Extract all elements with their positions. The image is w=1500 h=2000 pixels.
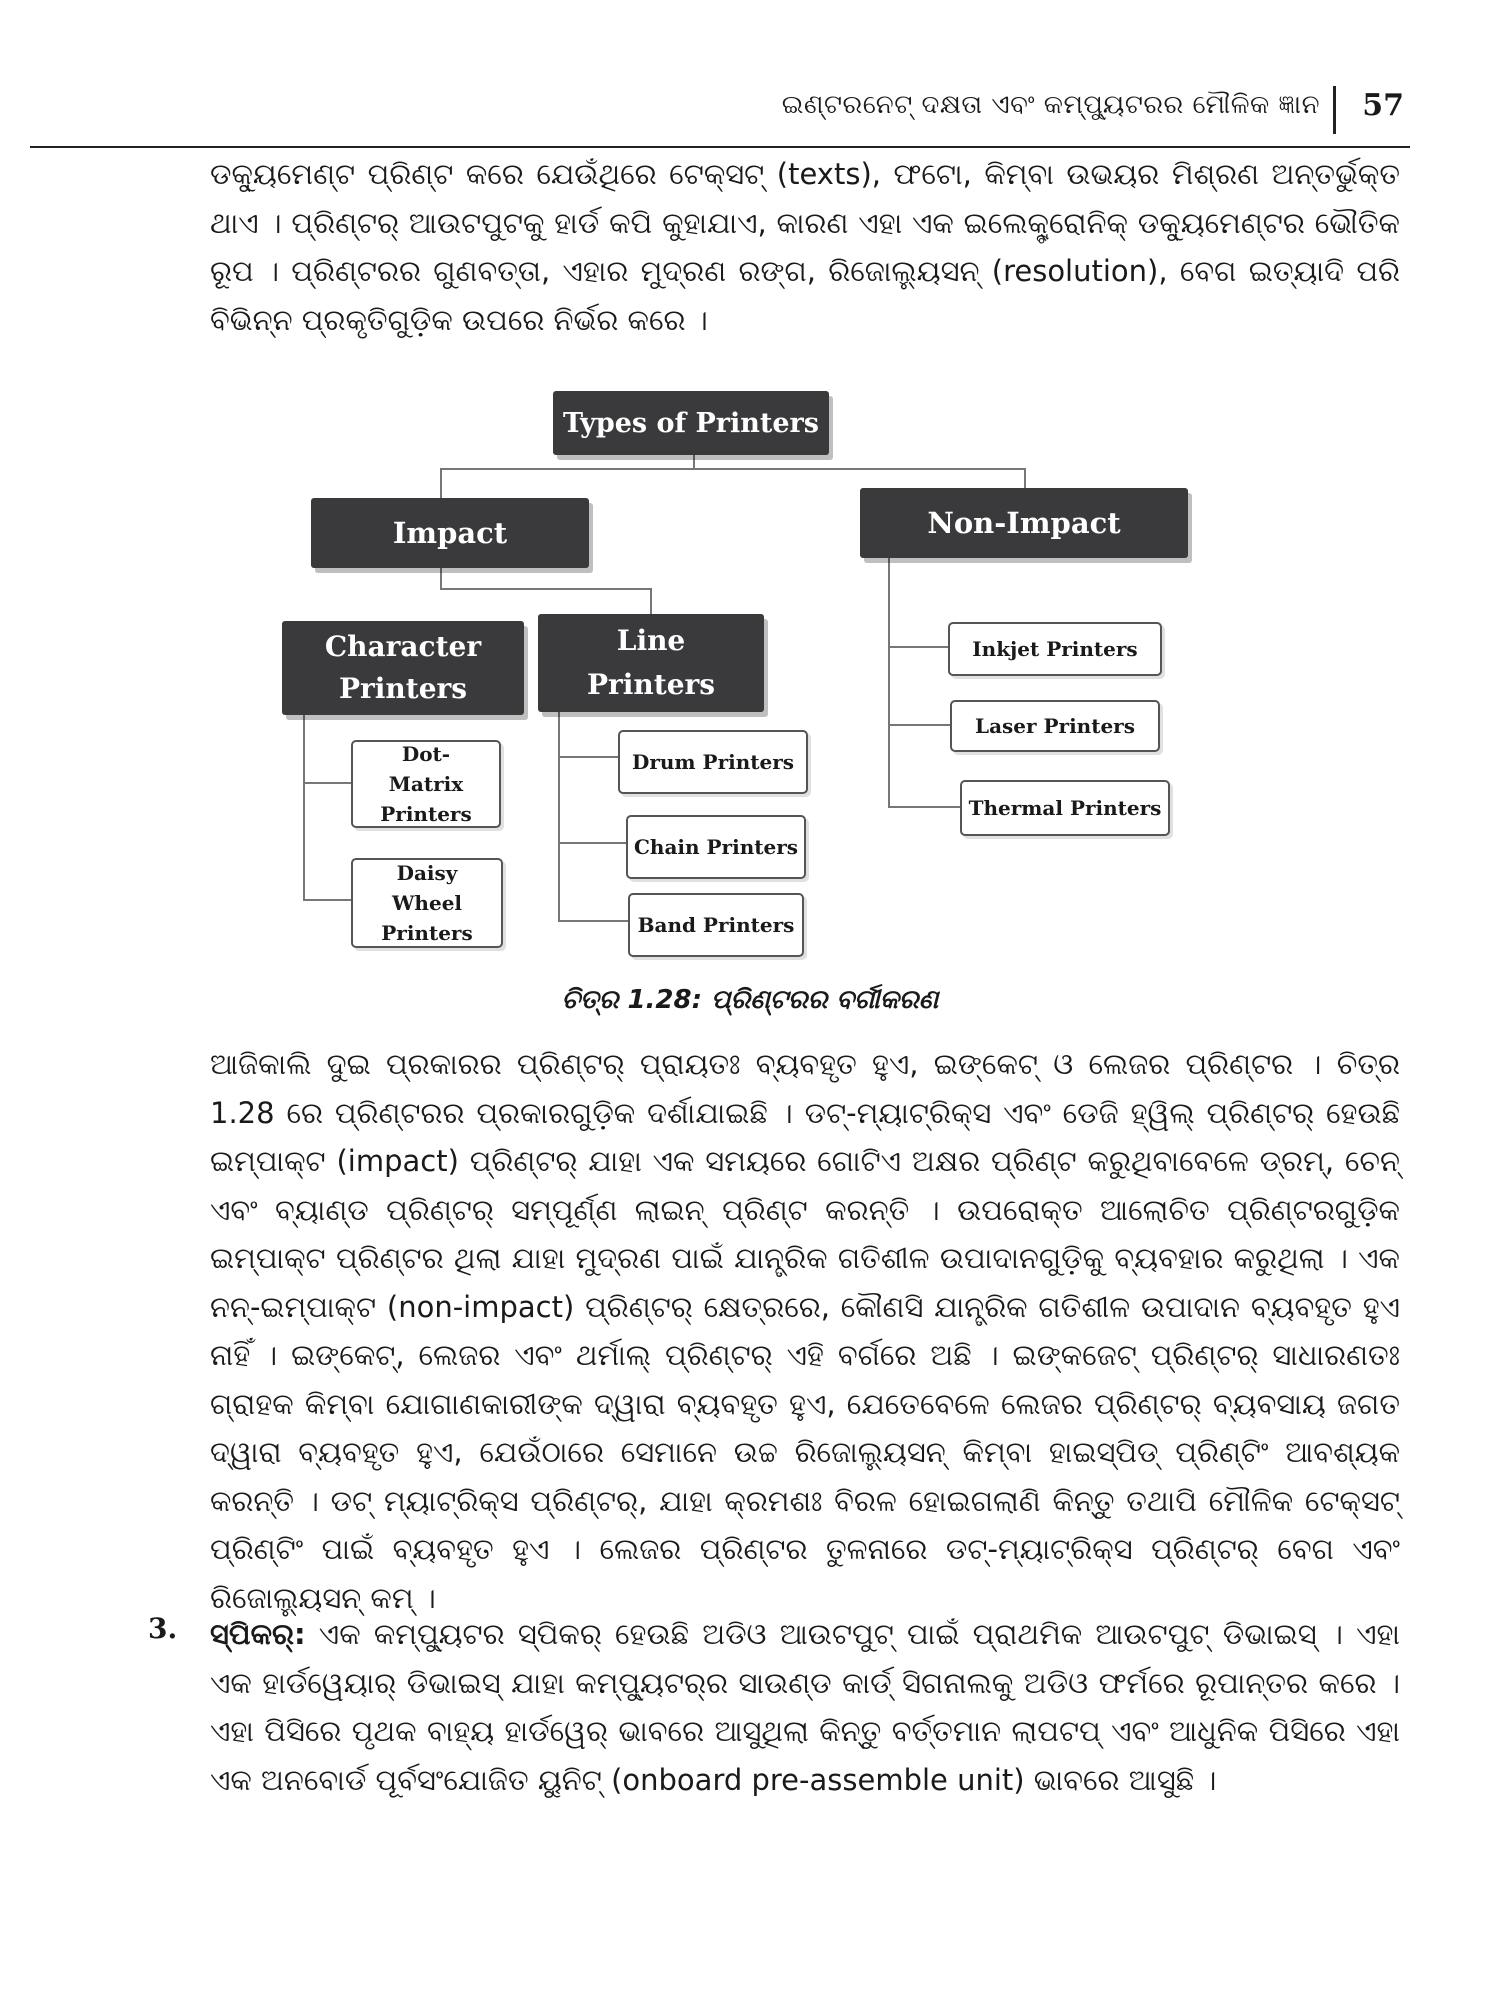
band-printers-box: Band Printers xyxy=(628,893,804,957)
connector-line-up xyxy=(650,588,652,614)
laser-printers-box: Laser Printers xyxy=(950,700,1160,752)
connector-impact-down xyxy=(440,568,442,590)
thermal-printers-box: Thermal Printers xyxy=(960,780,1170,836)
connector-nonimpact-trunk xyxy=(888,558,890,808)
daisy-wheel-box: Daisy Wheel Printers xyxy=(351,858,503,948)
speaker-text: ଏକ କମ୍ପ୍ୟୁଟର ସ୍ପିକର୍ ହେଉଛି ଅଡିଓ ଆଉଟପୁଟ୍ ପାଇଁ ପ୍ରାଥମିକ ଆଉଟପୁଟ୍ ଡିଭାଇସ୍ । ଏହା ଏକ ହାର୍ଡୱେୟାର୍ ଡିଭାଇସ୍ ଯାହା କମ୍ପ୍ୟୁଟର୍‌ର ସାଉଣ୍ଡ କାର୍ଡ୍ ସିଗନାଲକୁ ଅଡିଓ ଫର୍ମରେ ରୂପାନ୍ତର କରେ । ଏହା ପିସିରେ ପୃଥକ ବାହ୍ୟ ହାର୍ଡୱେର୍ ଭାବରେ ଆସୁଥିଲା କିନ୍ତୁ ବର୍ତ୍ତମାନ ଲାପଟପ୍ ଏବଂ ଆଧୁନିକ ପିସିରେ ଏହା ଏକ ଅନବୋର୍ଡ ପୂର୍ବସଂଯୋଜିତ ୟୁନିଟ୍ (onboard pre-assemble unit) ଭାବରେ ଆସୁଛି । xyxy=(210,1617,1400,1797)
header-separator xyxy=(1333,86,1336,134)
connector-impact-up xyxy=(440,468,442,498)
speaker-lead: ସ୍ପିକର୍: xyxy=(210,1617,306,1651)
paragraph-printer-types: ଆଜିକାଲି ଦୁଇ ପ୍ରକାରର ପ୍ରିଣ୍ଟର୍ ପ୍ରାୟତଃ ବ୍ୟବହୃତ ହୁଏ, ଇଙ୍କେଟ୍ ଓ ଲେଜର ପ୍ରିଣ୍ଟର । ଚିତ୍ର 1.28 ରେ ପ୍ରିଣ୍ଟରର ପ୍ରକାରଗୁଡ଼ିକ ଦର୍ଶାଯାଇଛି । ଡଟ୍-ମ୍ୟାଟ୍ରିକ୍ସ ଏବଂ ଡେଜି ହ୍ୱିଲ୍ ପ୍ରିଣ୍ଟର୍ ହେଉଛି ଇମ୍ପାକ୍ଟ (impact) ପ୍ରିଣ୍ଟର୍ ଯାହା ଏକ ସମୟରେ ଗୋଟିଏ ଅକ୍ଷର ପ୍ରିଣ୍ଟ କରୁଥିବାବେଳେ ଡ୍ରମ୍, ଚେନ୍ ଏବଂ ବ୍ୟାଣ୍ଡ ପ୍ରିଣ୍ଟର୍ ସମ୍ପୂର୍ଣ୍ଣ ଲାଇନ୍ ପ୍ରିଣ୍ଟ କରନ୍ତି । ଉପରୋକ୍ତ ଆଲୋଚିତ ପ୍ରିଣ୍ଟରଗୁଡ଼ିକ ଇମ୍ପାକ୍ଟ ପ୍ରିଣ୍ଟର ଥିଲା ଯାହା ମୁଦ୍ରଣ ପାଇଁ ଯାନ୍ତ୍ରିକ ଗତିଶୀଳ ଉପାଦାନଗୁଡ଼ିକୁ ବ୍ୟବହାର କରୁଥିଲା । ଏକ ନନ୍-ଇମ୍ପାକ୍ଟ (non-impact) ପ୍ରିଣ୍ଟର୍ କ୍ଷେତ୍ରରେ, କୌଣସି ଯାନ୍ତ୍ରିକ ଗତିଶୀଳ ଉପାଦାନ ବ୍ୟବହୃତ ହୁଏ ନାହିଁ । ଇଙ୍କେଟ୍, ଲେଜର ଏବଂ ଥର୍ମାଲ୍ ପ୍ରିଣ୍ଟର୍ ଏହି ବର୍ଗରେ ଅଛି । ଇଙ୍କଜେଟ୍ ପ୍ରିଣ୍ଟର୍ ସାଧାରଣତଃ ଗ୍ରାହକ କିମ୍ବା ଯୋଗାଣକାରୀଙ୍କ ଦ୍ୱାରା ବ୍ୟବହୃତ ହୁଏ, ଯେତେବେଳେ ଲେଜର ପ୍ରିଣ୍ଟର୍ ବ୍ୟବସାୟ ଜଗତ ଦ୍ୱାରା ବ୍ୟବହୃତ ହୁଏ, ଯେଉଁଠାରେ ସେମାନେ ଉଚ୍ଚ ରିଜୋଲ୍ୟୁସନ୍ କିମ୍ବା ହାଇସ୍ପିଡ୍ ପ୍ରିଣ୍ଟିଂ ଆବଶ୍ୟକ କରନ୍ତି । ଡଟ୍ ମ୍ୟାଟ୍ରିକ୍ସ ପ୍ରିଣ୍ଟର୍, ଯାହା କ୍ରମଶଃ ବିରଳ ହୋଇଗଲାଣି କିନ୍ତୁ ତଥାପି ମୌଳିକ ଟେକ୍ସଟ୍ ପ୍ରିଣ୍ଟିଂ ପାଇଁ ବ୍ୟବହୃତ ହୁଏ । ଲେଜର ପ୍ରିଣ୍ଟର ତୁଳନାରେ ଡଟ୍-ମ୍ୟାଟ୍ରିକ୍ସ ପ୍ରିଣ୍ଟର୍ ବେଗ ଏବଂ ରିଜୋଲ୍ୟୁସନ୍ କମ୍ । xyxy=(210,1047,1400,1615)
connector-nonimpact-up xyxy=(1024,468,1026,490)
header-title: ଇଣ୍ଟରନେଟ୍ ଦକ୍ଷତା ଏବଂ କମ୍ପ୍ୟୁଟରର ମୌଳିକ ଜ୍ଞାନ xyxy=(781,90,1320,120)
connector-laser xyxy=(888,724,950,726)
connector-line-trunk xyxy=(558,712,560,922)
connector-inkjet xyxy=(888,646,948,648)
connector-root-horizontal xyxy=(440,468,1026,470)
dot-matrix-box: Dot-Matrix Printers xyxy=(351,740,501,828)
connector-root-down xyxy=(693,455,695,469)
connector-chain xyxy=(558,842,626,844)
line-printers-box: Line Printers xyxy=(538,614,764,712)
figure-caption: ଚିତ୍ର 1.28: ପ୍ରିଣ୍ଟରର ବର୍ଗୀକରଣ xyxy=(561,985,939,1015)
connector-character-trunk xyxy=(303,715,305,901)
page-number: 57 xyxy=(1362,88,1404,123)
inkjet-printers-box: Inkjet Printers xyxy=(948,622,1162,676)
root-box: Types of Printers xyxy=(553,391,829,455)
paragraph-intro: ଡକ୍ୟୁମେଣ୍ଟ ପ୍ରିଣ୍ଟ କରେ ଯେଉଁଥିରେ ଟେକ୍ସଟ୍ (texts), ଫଟୋ, କିମ୍ବା ଉଭୟର ମିଶ୍ରଣ ଅନ୍ତର୍ଭୁକ୍ତ ଥାଏ । ପ୍ରିଣ୍ଟର୍ ଆଉଟପୁଟକୁ ହାର୍ଡ କପି କୁହାଯାଏ, କାରଣ ଏହା ଏକ ଇଲେକ୍ଟ୍ରୋନିକ୍ ଡକ୍ୟୁମେଣ୍ଟର ଭୌତିକ ରୂପ । ପ୍ରିଣ୍ଟରର ଗୁଣବତ୍ତା, ଏହାର ମୁଦ୍ରଣ ରଙ୍ଗ, ରିଜୋଲ୍ୟୁସନ୍ (resolution), ବେଗ ଇତ୍ୟାଦି ପରି ବିଭିନ୍ନ ପ୍ରକୃତିଗୁଡ଼ିକ ଉପରେ ନିର୍ଭର କରେ । xyxy=(210,157,1400,337)
connector-thermal xyxy=(888,806,960,808)
connector-dotmatrix xyxy=(303,782,351,784)
connector-daisywheel xyxy=(303,899,351,901)
paragraph-speaker xyxy=(210,1610,1400,1804)
character-printers-box: Character Printers xyxy=(282,621,524,715)
connector-band xyxy=(558,920,628,922)
chain-printers-box: Chain Printers xyxy=(626,815,806,879)
drum-printers-box: Drum Printers xyxy=(618,730,808,794)
connector-drum xyxy=(558,756,618,758)
list-item-number: 3. xyxy=(148,1612,178,1645)
page-header xyxy=(30,86,1410,148)
impact-box: Impact xyxy=(311,498,589,568)
connector-impact-horizontal xyxy=(440,588,652,590)
non-impact-box: Non-Impact xyxy=(860,488,1188,558)
